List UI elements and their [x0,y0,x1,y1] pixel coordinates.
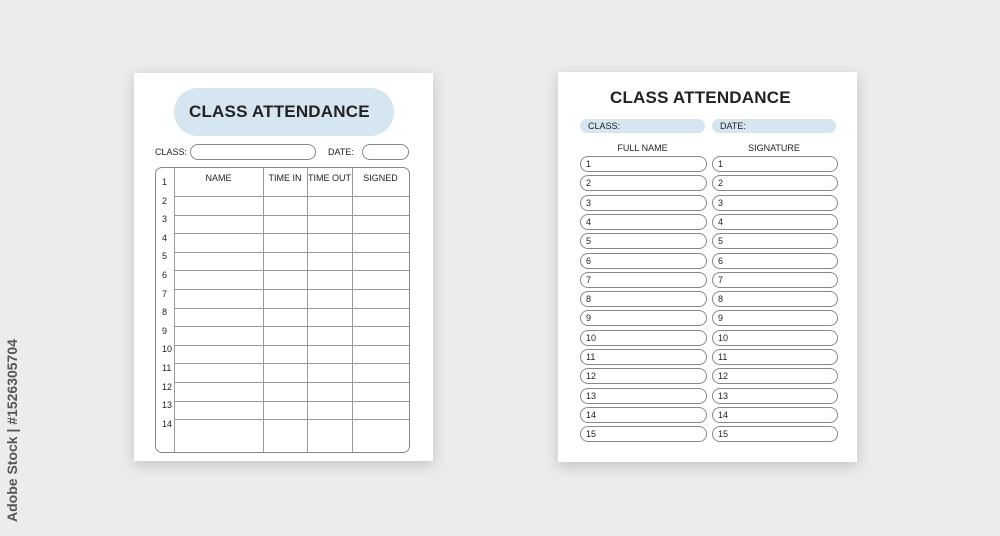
row-number: 3 [718,197,724,208]
name-entry[interactable] [580,214,707,230]
row-number: 14 [718,409,729,420]
row-divider [174,252,409,253]
date-field[interactable] [362,144,409,160]
row-number: 2 [586,178,592,189]
row-number: 8 [586,294,592,305]
row-divider [174,308,409,309]
row-number: 9 [162,325,168,336]
row-divider [174,215,409,216]
row-number: 7 [586,274,592,285]
row-number: 13 [586,390,597,401]
row-number: 10 [586,332,597,343]
signature-entry[interactable] [712,214,838,230]
row-number: 12 [162,381,173,392]
row-number: 8 [718,294,724,305]
signature-entry[interactable] [712,407,838,423]
signature-entry[interactable] [712,175,838,191]
row-number: 1 [718,159,724,169]
signature-entry[interactable] [712,156,838,172]
row-divider [174,345,409,346]
row-number: 7 [718,274,724,285]
signature-entry[interactable] [712,195,838,211]
row-number: 5 [718,236,724,247]
row-number: 5 [162,251,168,262]
row-number: 12 [718,371,729,382]
row-divider [174,326,409,327]
row-divider [174,363,409,364]
signature-entry[interactable] [712,388,838,404]
row-number: 10 [718,332,729,343]
attendance-table [155,167,410,453]
row-number: 6 [162,270,168,280]
row-divider [174,401,409,402]
row-number: 6 [586,255,592,266]
name-entry[interactable] [580,175,707,191]
column-divider [263,168,264,452]
column-header-signed: SIGNED [363,173,398,183]
sheet-title: CLASS ATTENDANCE [189,102,370,121]
name-entry[interactable] [580,233,707,249]
signature-entry[interactable] [712,253,838,269]
row-number: 7 [162,288,168,299]
row-number: 11 [586,352,596,362]
watermark-text: Adobe Stock | #1526305704 [4,339,20,522]
class-label: CLASS: [155,147,188,157]
full-name-header: FULL NAME [617,143,668,153]
signature-entry[interactable] [712,272,838,288]
signature-entry[interactable] [712,291,838,307]
class-label: CLASS: [588,121,621,131]
row-number: 4 [586,216,592,227]
class-field[interactable] [190,144,316,160]
column-header-name: NAME [205,173,232,183]
sheet-title: CLASS ATTENDANCE [610,88,791,107]
signature-entry[interactable] [712,233,838,249]
row-divider [174,196,409,197]
date-label: DATE: [720,121,746,131]
signature-header: SIGNATURE [748,143,800,153]
row-number: 13 [162,400,173,411]
row-divider [174,419,409,420]
name-entry[interactable] [580,426,707,442]
column-divider [352,168,353,452]
row-number: 4 [718,216,724,227]
signature-entry[interactable] [712,330,838,346]
name-entry[interactable] [580,272,707,288]
date-label: DATE: [328,147,354,157]
row-number: 2 [718,178,724,189]
date-field[interactable] [712,119,836,133]
watermark [4,290,30,522]
signature-entry[interactable] [712,368,838,384]
column-header-time-in: TIME IN [268,173,302,183]
name-entry[interactable] [580,195,707,211]
row-number: 4 [162,232,168,243]
row-number: 15 [586,429,597,440]
column-divider [174,168,175,452]
name-entry[interactable] [580,291,707,307]
row-divider [174,270,409,271]
row-divider [174,233,409,234]
row-number: 8 [162,307,168,318]
row-divider [174,289,409,290]
name-entry[interactable] [580,253,707,269]
row-number: 13 [718,390,729,401]
row-number: 11 [162,363,172,373]
row-number: 9 [586,313,592,324]
signature-entry[interactable] [712,349,838,365]
signature-entry[interactable] [712,426,838,442]
row-number: 1 [162,177,168,187]
row-number: 9 [718,313,724,324]
name-entry[interactable] [580,368,707,384]
row-number: 11 [718,352,728,362]
column-header-time-out: TIME OUT [308,173,351,183]
name-entry[interactable] [580,349,707,365]
row-number: 14 [162,418,173,429]
row-number: 1 [586,159,592,169]
row-number: 15 [718,429,729,440]
row-number: 3 [586,197,592,208]
row-number: 10 [162,344,173,355]
signature-entry[interactable] [712,310,838,326]
name-entry[interactable] [580,310,707,326]
attendance-sheet-table [134,73,433,461]
row-number: 12 [586,371,597,382]
name-entry[interactable] [580,330,707,346]
column-divider [307,168,308,452]
row-number: 3 [162,214,168,225]
row-number: 6 [718,255,724,266]
row-divider [174,382,409,383]
row-number: 5 [586,236,592,247]
row-number: 2 [162,195,168,206]
name-entry[interactable] [580,388,707,404]
class-field[interactable] [580,119,705,133]
name-entry[interactable] [580,156,707,172]
name-entry[interactable] [580,407,707,423]
attendance-sheet-list [558,72,857,462]
row-number: 14 [586,409,597,420]
